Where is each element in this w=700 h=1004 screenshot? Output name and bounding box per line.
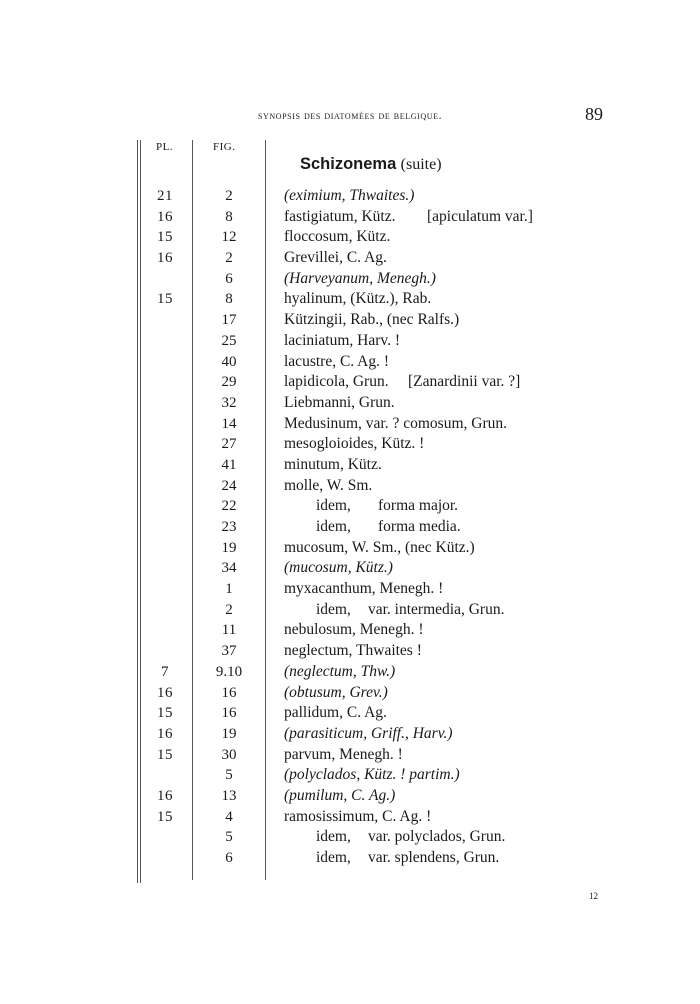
figure-number: 40 (221, 353, 237, 370)
plate-number: 15 (157, 705, 173, 722)
species-name: lacustre, C. Ag. ! (284, 352, 390, 370)
genus-name: Schizonema (300, 155, 397, 173)
species-name: (mucosum, Kütz.) (284, 559, 393, 577)
table-row (0, 496, 700, 517)
species-name: (neglectum, Thw.) (284, 662, 396, 680)
table-row (0, 186, 700, 207)
figure-number: 23 (221, 519, 237, 535)
species-name: (parasiticum, Griff., Harv.) (284, 724, 453, 742)
species-name: Medusinum, var. ? comosum, Grun. (284, 414, 508, 432)
plate-number: 16 (157, 250, 173, 267)
figure-number: 16 (221, 705, 237, 722)
species-name: (Harveyanum, Menegh.) (284, 269, 436, 287)
figure-number: 9.10 (215, 663, 243, 680)
plate-number: 15 (157, 229, 173, 246)
figure-number: 8 (225, 208, 233, 225)
species-name: (polyclados, Kütz. ! partim.) (284, 766, 460, 784)
figure-number: 2 (225, 188, 233, 204)
variety-name: var. splendens, Grun. (368, 849, 500, 866)
figure-number: 32 (221, 394, 237, 411)
page-number: 89 (585, 104, 603, 124)
table-row (0, 827, 700, 848)
figure-number: 8 (225, 291, 233, 308)
table-row (0, 310, 700, 331)
species-name: parvum, Menegh. ! (284, 745, 403, 763)
variety-name: var. intermedia, Grun. (368, 600, 505, 618)
figure-number: 24 (221, 477, 237, 494)
figure-number: 30 (221, 746, 237, 763)
table-row (0, 765, 700, 786)
figure-number: 37 (221, 643, 237, 660)
table-row (0, 703, 700, 724)
table-row (0, 269, 700, 290)
species-name: floccosum, Kütz. (284, 228, 391, 246)
plate-number: 16 (157, 725, 173, 742)
figure-number: 19 (221, 725, 237, 742)
figure-number: 12 (221, 229, 237, 246)
variety-name: forma media. (378, 518, 461, 535)
species-name: minutum, Kütz. (284, 455, 382, 473)
species-name: mucosum, W. Sm., (nec Kütz.) (284, 538, 475, 556)
running-title: synopsis des diatomées de belgique. (257, 110, 443, 122)
column-header-pl: PL. (156, 141, 174, 153)
figure-number: 6 (225, 850, 233, 866)
table-row (0, 807, 700, 828)
species-name: fastigiatum, Kütz. (284, 207, 396, 225)
species-name: laciniatum, Harv. ! (284, 331, 401, 349)
species-name: nebulosum, Menegh. ! (284, 621, 424, 639)
plate-number: 15 (157, 746, 173, 763)
table-row (0, 414, 700, 435)
species-name: idem, (316, 600, 351, 618)
plate-number: 15 (157, 808, 173, 825)
plate-number: 16 (157, 684, 173, 701)
table-row (0, 848, 700, 869)
variety-name: forma major. (378, 497, 459, 515)
figure-number: 34 (221, 560, 237, 577)
species-name: (pumilum, C. Ag.) (284, 786, 396, 804)
table-row (0, 786, 700, 807)
species-name: molle, W. Sm. (284, 476, 373, 494)
table-row (0, 434, 700, 455)
species-name: (obtusum, Grev.) (284, 683, 388, 701)
figure-number: 2 (225, 601, 233, 618)
plate-number: 7 (161, 663, 169, 680)
species-name: Kützingii, Rab., (nec Ralfs.) (284, 311, 460, 329)
table-row (0, 227, 700, 248)
variety-name: var. polyclados, Grun. (368, 828, 506, 846)
species-name: hyalinum, (Kütz.), Rab. (284, 290, 432, 308)
figure-number: 22 (221, 498, 237, 515)
figure-number: 25 (221, 332, 237, 349)
table-row (0, 455, 700, 476)
table-row (0, 248, 700, 269)
section-suffix: (suite) (400, 156, 442, 173)
figure-number: 4 (225, 808, 233, 825)
table-row (0, 289, 700, 310)
species-name: idem, (316, 849, 351, 866)
signature-mark: 12 (589, 891, 598, 901)
table-row (0, 476, 700, 497)
table-row (0, 620, 700, 641)
species-name: idem, (316, 828, 351, 846)
table-row (0, 393, 700, 414)
species-name: (eximium, Thwaites.) (284, 187, 415, 204)
figure-number: 5 (225, 767, 233, 784)
section-title (300, 153, 442, 174)
species-note: [apiculatum var.] (427, 207, 533, 225)
figure-number: 27 (221, 436, 237, 453)
figure-number: 2 (225, 250, 233, 267)
table-row (0, 600, 700, 621)
table-row (0, 641, 700, 662)
species-note: [Zanardinii var. ?] (408, 373, 521, 391)
table-row (0, 683, 700, 704)
table-row (0, 662, 700, 683)
species-name: ramosissimum, C. Ag. ! (284, 807, 432, 825)
plate-number: 21 (157, 188, 173, 204)
species-name: myxacanthum, Menegh. ! (284, 580, 444, 598)
plate-number: 16 (157, 787, 173, 804)
species-name: idem, (316, 497, 351, 515)
column-header-fig: FIG. (213, 141, 236, 153)
species-name: mesogloioides, Kütz. ! (284, 435, 425, 453)
table-row (0, 558, 700, 579)
species-name: neglectum, Thwaites ! (284, 642, 422, 660)
figure-number: 5 (225, 829, 233, 846)
figure-number: 14 (221, 415, 237, 432)
species-name: lapidicola, Grun. (284, 373, 389, 391)
figure-number: 41 (221, 456, 237, 473)
figure-number: 29 (221, 374, 237, 391)
figure-number: 19 (221, 539, 237, 556)
figure-number: 16 (221, 684, 237, 701)
species-table (0, 186, 700, 869)
figure-number: 1 (225, 581, 233, 598)
table-row (0, 372, 700, 393)
table-row (0, 352, 700, 373)
plate-number: 16 (157, 208, 173, 225)
figure-number: 13 (221, 787, 237, 804)
table-row (0, 745, 700, 766)
figure-number: 17 (221, 312, 237, 329)
table-row (0, 331, 700, 352)
species-name: Liebmanni, Grun. (284, 393, 395, 411)
figure-number: 6 (225, 270, 233, 287)
figure-number: 11 (221, 622, 237, 639)
table-row (0, 538, 700, 559)
species-name: idem, (316, 518, 351, 535)
species-name: Grevillei, C. Ag. (284, 249, 387, 267)
species-name: pallidum, C. Ag. (284, 704, 387, 722)
table-row (0, 517, 700, 538)
table-row (0, 724, 700, 745)
table-row (0, 207, 700, 228)
plate-number: 15 (157, 291, 173, 308)
table-row (0, 579, 700, 600)
